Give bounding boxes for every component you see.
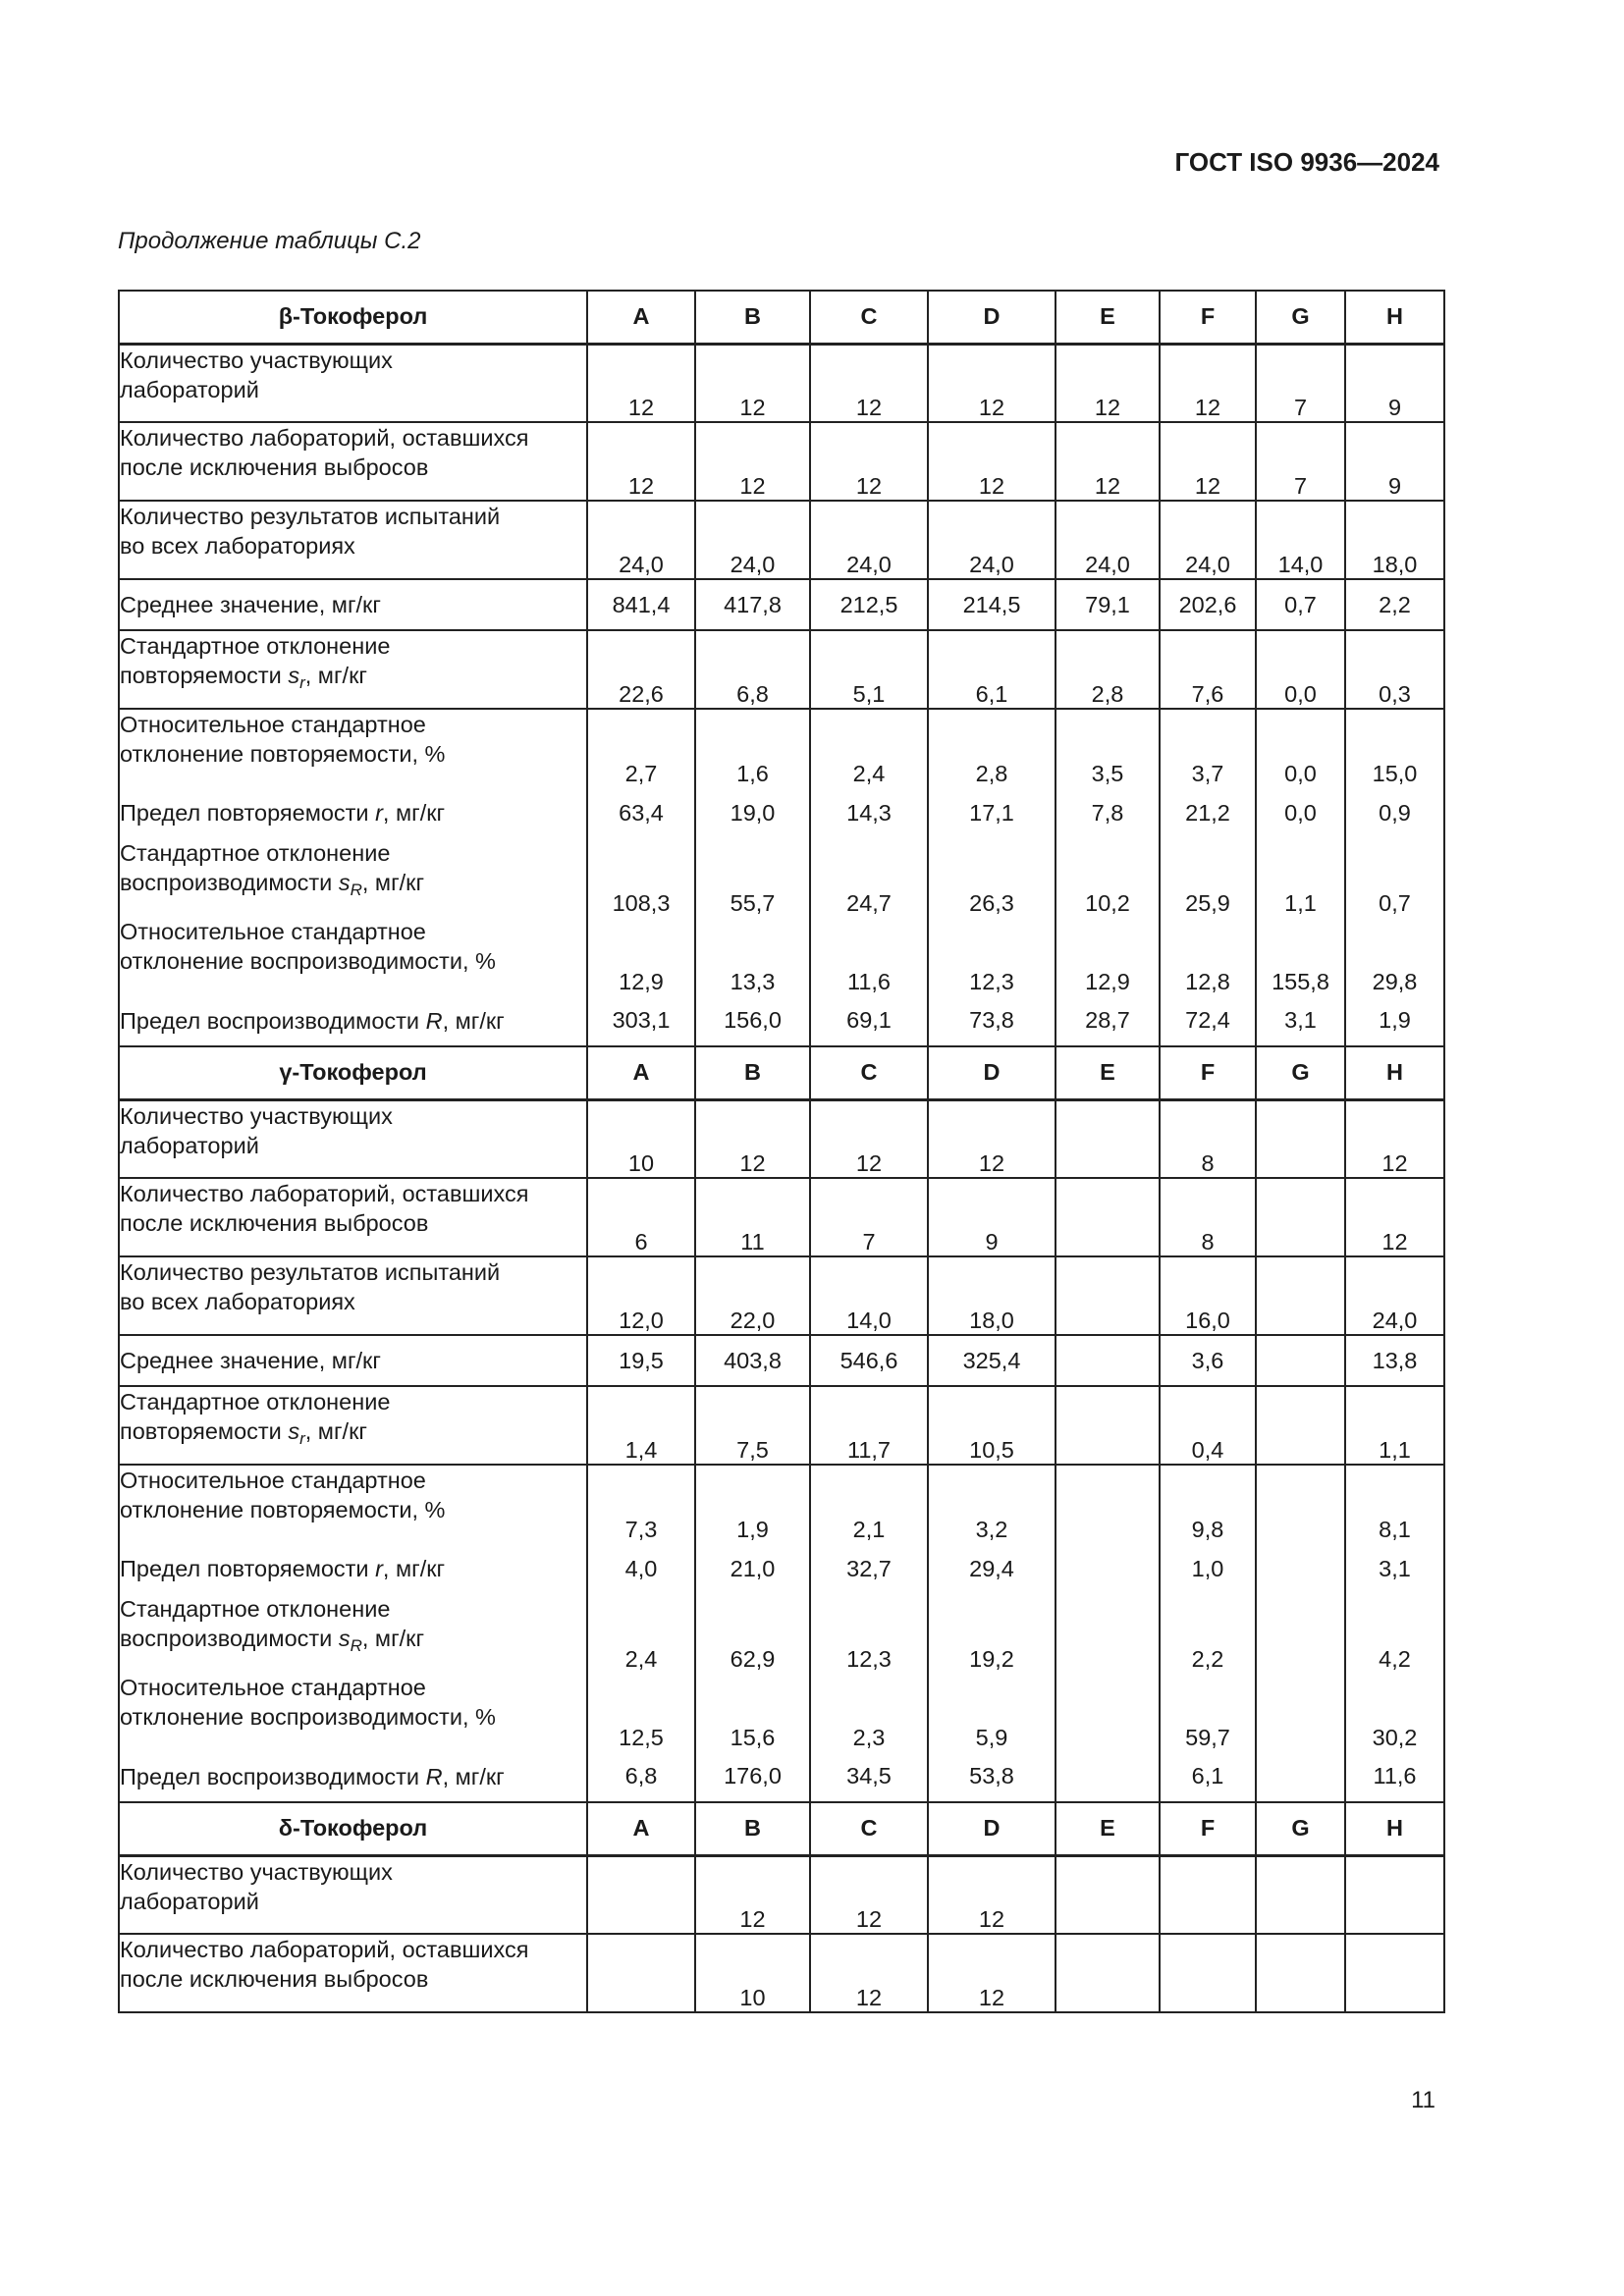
cell-value: 22,6 xyxy=(587,630,695,709)
document-standard-header: ГОСТ ISO 9936—2024 xyxy=(1174,147,1439,177)
cell-value xyxy=(587,1934,695,2012)
cell-value: 2,8 xyxy=(1056,630,1160,709)
cell-value: 3,2 xyxy=(928,1465,1056,1543)
cell-value: 546,6 xyxy=(810,1335,928,1386)
cell-value: 3,7 xyxy=(1160,709,1256,787)
table-row xyxy=(119,1386,1444,1465)
cell-value: 18,0 xyxy=(928,1256,1056,1335)
column-header: H xyxy=(1345,1802,1444,1855)
column-header: A xyxy=(587,291,695,344)
cell-value: 12 xyxy=(1345,1178,1444,1256)
cell-value: 0,7 xyxy=(1256,579,1345,630)
cell-value: 202,6 xyxy=(1160,579,1256,630)
cell-value: 12 xyxy=(928,1934,1056,2012)
column-header: D xyxy=(928,291,1056,344)
cell-value: 12 xyxy=(928,344,1056,422)
cell-value xyxy=(1056,1934,1160,2012)
cell-value: 5,9 xyxy=(928,1673,1056,1751)
column-header: C xyxy=(810,1046,928,1099)
cell-value: 1,9 xyxy=(1345,995,1444,1046)
table-row xyxy=(119,1594,1444,1673)
cell-value xyxy=(1056,1335,1160,1386)
column-header: B xyxy=(695,291,810,344)
cell-value: 79,1 xyxy=(1056,579,1160,630)
row-label: Относительное стандартное отклонение воспроизводимости, % xyxy=(119,1673,587,1751)
cell-value: 7,5 xyxy=(695,1386,810,1465)
cell-value: 7 xyxy=(1256,422,1345,501)
cell-value: 156,0 xyxy=(695,995,810,1046)
column-header: E xyxy=(1056,1046,1160,1099)
column-header: H xyxy=(1345,1046,1444,1099)
section-header-row xyxy=(119,1046,1444,1099)
column-header: C xyxy=(810,291,928,344)
cell-value: 15,6 xyxy=(695,1673,810,1751)
cell-value xyxy=(1256,1594,1345,1673)
column-header: H xyxy=(1345,291,1444,344)
row-label: Среднее значение, мг/кг xyxy=(119,1335,587,1386)
column-header: B xyxy=(695,1802,810,1855)
cell-value xyxy=(1256,1465,1345,1543)
cell-value: 6 xyxy=(587,1178,695,1256)
row-label: Предел воспроизводимости R, мг/кг xyxy=(119,995,587,1046)
cell-value: 12 xyxy=(928,1855,1056,1934)
cell-value: 10,2 xyxy=(1056,838,1160,917)
cell-value: 6,1 xyxy=(1160,1751,1256,1802)
table-row xyxy=(119,787,1444,838)
cell-value: 21,2 xyxy=(1160,787,1256,838)
cell-value: 12,5 xyxy=(587,1673,695,1751)
cell-value: 73,8 xyxy=(928,995,1056,1046)
cell-value: 0,0 xyxy=(1256,630,1345,709)
cell-value: 417,8 xyxy=(695,579,810,630)
section-title: γ-Токоферол xyxy=(119,1046,587,1099)
cell-value: 14,0 xyxy=(810,1256,928,1335)
row-label: Предел повторяемости r, мг/кг xyxy=(119,1543,587,1594)
cell-value: 11,7 xyxy=(810,1386,928,1465)
cell-value: 13,3 xyxy=(695,917,810,995)
cell-value: 0,0 xyxy=(1256,787,1345,838)
cell-value: 2,2 xyxy=(1345,579,1444,630)
cell-value: 24,0 xyxy=(810,501,928,579)
cell-value xyxy=(1256,1751,1345,1802)
table-row xyxy=(119,1178,1444,1256)
cell-value: 12 xyxy=(695,422,810,501)
column-header: G xyxy=(1256,1046,1345,1099)
cell-value: 7,6 xyxy=(1160,630,1256,709)
cell-value xyxy=(1056,1465,1160,1543)
cell-value: 2,7 xyxy=(587,709,695,787)
cell-value: 59,7 xyxy=(1160,1673,1256,1751)
row-label: Количество лабораторий, оставшихся после исключения выбросов xyxy=(119,422,587,501)
cell-value xyxy=(1056,1386,1160,1465)
cell-value: 2,8 xyxy=(928,709,1056,787)
cell-value: 4,0 xyxy=(587,1543,695,1594)
cell-value: 28,7 xyxy=(1056,995,1160,1046)
cell-value: 9 xyxy=(1345,344,1444,422)
cell-value: 7 xyxy=(810,1178,928,1256)
column-header: F xyxy=(1160,291,1256,344)
cell-value: 12 xyxy=(810,422,928,501)
cell-value xyxy=(1160,1934,1256,2012)
column-header: E xyxy=(1056,291,1160,344)
table-row xyxy=(119,709,1444,787)
cell-value: 403,8 xyxy=(695,1335,810,1386)
cell-value: 19,5 xyxy=(587,1335,695,1386)
cell-value: 12 xyxy=(1345,1099,1444,1178)
cell-value: 3,5 xyxy=(1056,709,1160,787)
column-header: E xyxy=(1056,1802,1160,1855)
section-header-row xyxy=(119,1802,1444,1855)
cell-value: 22,0 xyxy=(695,1256,810,1335)
cell-value xyxy=(1256,1855,1345,1934)
cell-value: 0,9 xyxy=(1345,787,1444,838)
cell-value xyxy=(1056,1673,1160,1751)
cell-value: 7 xyxy=(1256,344,1345,422)
cell-value: 9,8 xyxy=(1160,1465,1256,1543)
cell-value: 17,1 xyxy=(928,787,1056,838)
cell-value: 19,2 xyxy=(928,1594,1056,1673)
row-label: Среднее значение, мг/кг xyxy=(119,579,587,630)
cell-value: 11,6 xyxy=(1345,1751,1444,1802)
cell-value: 18,0 xyxy=(1345,501,1444,579)
cell-value: 1,0 xyxy=(1160,1543,1256,1594)
cell-value: 1,9 xyxy=(695,1465,810,1543)
cell-value: 12 xyxy=(1160,344,1256,422)
cell-value: 3,1 xyxy=(1256,995,1345,1046)
cell-value: 8,1 xyxy=(1345,1465,1444,1543)
cell-value: 12,0 xyxy=(587,1256,695,1335)
cell-value: 0,0 xyxy=(1256,709,1345,787)
table-row xyxy=(119,1256,1444,1335)
table-row xyxy=(119,1099,1444,1178)
row-label: Количество лабораторий, оставшихся после исключения выбросов xyxy=(119,1934,587,2012)
table-row xyxy=(119,630,1444,709)
cell-value: 72,4 xyxy=(1160,995,1256,1046)
cell-value: 29,4 xyxy=(928,1543,1056,1594)
cell-value: 26,3 xyxy=(928,838,1056,917)
row-label: Количество участвующих лабораторий xyxy=(119,1855,587,1934)
cell-value xyxy=(1160,1855,1256,1934)
cell-value xyxy=(1256,1386,1345,1465)
cell-value: 1,1 xyxy=(1345,1386,1444,1465)
cell-value: 10 xyxy=(587,1099,695,1178)
section-header-row xyxy=(119,291,1444,344)
cell-value: 12 xyxy=(928,422,1056,501)
cell-value xyxy=(1056,1543,1160,1594)
row-label: Относительное стандартное отклонение повторяемости, % xyxy=(119,709,587,787)
cell-value: 12 xyxy=(810,344,928,422)
cell-value: 11,6 xyxy=(810,917,928,995)
cell-value: 0,7 xyxy=(1345,838,1444,917)
cell-value: 3,6 xyxy=(1160,1335,1256,1386)
cell-value: 25,9 xyxy=(1160,838,1256,917)
cell-value: 1,1 xyxy=(1256,838,1345,917)
cell-value xyxy=(1256,1256,1345,1335)
row-label: Стандартное отклонение повторяемости $s_r$, мг/кг xyxy=(119,630,587,709)
table-caption: Продолжение таблицы С.2 xyxy=(118,228,421,254)
cell-value: 176,0 xyxy=(695,1751,810,1802)
cell-value: 12 xyxy=(928,1099,1056,1178)
row-label: Предел повторяемости r, мг/кг xyxy=(119,787,587,838)
cell-value: 2,1 xyxy=(810,1465,928,1543)
column-header: B xyxy=(695,1046,810,1099)
cell-value: 53,8 xyxy=(928,1751,1056,1802)
page-number: 11 xyxy=(1411,2087,1435,2113)
cell-value: 2,4 xyxy=(587,1594,695,1673)
row-label: Стандартное отклонение повторяемости $s_r$, мг/кг xyxy=(119,1386,587,1465)
cell-value xyxy=(1345,1855,1444,1934)
row-label: Количество участвующих лабораторий xyxy=(119,1099,587,1178)
cell-value: 12,9 xyxy=(1056,917,1160,995)
table-row xyxy=(119,1855,1444,1934)
cell-value: 24,0 xyxy=(1345,1256,1444,1335)
cell-value: 24,0 xyxy=(695,501,810,579)
cell-value: 12,8 xyxy=(1160,917,1256,995)
cell-value: 24,0 xyxy=(928,501,1056,579)
cell-value xyxy=(1056,1594,1160,1673)
cell-value: 12,9 xyxy=(587,917,695,995)
column-header: A xyxy=(587,1802,695,1855)
cell-value: 12 xyxy=(587,344,695,422)
cell-value: 2,3 xyxy=(810,1673,928,1751)
cell-value: 12 xyxy=(810,1934,928,2012)
cell-value: 8 xyxy=(1160,1178,1256,1256)
cell-value: 29,8 xyxy=(1345,917,1444,995)
row-label: Предел воспроизводимости R, мг/кг xyxy=(119,1751,587,1802)
cell-value xyxy=(1256,1099,1345,1178)
cell-value: 55,7 xyxy=(695,838,810,917)
cell-value: 3,1 xyxy=(1345,1543,1444,1594)
column-header: G xyxy=(1256,1802,1345,1855)
cell-value: 24,0 xyxy=(1056,501,1160,579)
cell-value: 12 xyxy=(695,1855,810,1934)
cell-value: 13,8 xyxy=(1345,1335,1444,1386)
column-header: C xyxy=(810,1802,928,1855)
cell-value xyxy=(1256,1335,1345,1386)
cell-value xyxy=(1056,1178,1160,1256)
cell-value: 12 xyxy=(1160,422,1256,501)
table-row xyxy=(119,1543,1444,1594)
cell-value: 6,1 xyxy=(928,630,1056,709)
cell-value: 15,0 xyxy=(1345,709,1444,787)
column-header: F xyxy=(1160,1046,1256,1099)
cell-value: 214,5 xyxy=(928,579,1056,630)
cell-value: 14,3 xyxy=(810,787,928,838)
table-row xyxy=(119,1751,1444,1802)
cell-value: 24,0 xyxy=(587,501,695,579)
cell-value: 1,4 xyxy=(587,1386,695,1465)
row-label: Относительное стандартное отклонение повторяемости, % xyxy=(119,1465,587,1543)
row-label: Количество результатов испытаний во всех лабораториях xyxy=(119,501,587,579)
cell-value: 12,3 xyxy=(928,917,1056,995)
cell-value: 11 xyxy=(695,1178,810,1256)
row-label: Количество результатов испытаний во всех лабораториях xyxy=(119,1256,587,1335)
table-row xyxy=(119,917,1444,995)
cell-value xyxy=(1056,1256,1160,1335)
cell-value: 2,4 xyxy=(810,709,928,787)
row-label: Количество лабораторий, оставшихся после исключения выбросов xyxy=(119,1178,587,1256)
cell-value: 24,0 xyxy=(1160,501,1256,579)
cell-value: 108,3 xyxy=(587,838,695,917)
cell-value: 63,4 xyxy=(587,787,695,838)
cell-value: 10,5 xyxy=(928,1386,1056,1465)
cell-value xyxy=(587,1855,695,1934)
cell-value: 62,9 xyxy=(695,1594,810,1673)
table-row xyxy=(119,995,1444,1046)
table-row xyxy=(119,344,1444,422)
cell-value: 12 xyxy=(695,1099,810,1178)
column-header: A xyxy=(587,1046,695,1099)
cell-value xyxy=(1256,1543,1345,1594)
cell-value: 14,0 xyxy=(1256,501,1345,579)
cell-value: 10 xyxy=(695,1934,810,2012)
cell-value: 16,0 xyxy=(1160,1256,1256,1335)
cell-value xyxy=(1256,1934,1345,2012)
cell-value: 30,2 xyxy=(1345,1673,1444,1751)
cell-value: 12 xyxy=(810,1855,928,1934)
cell-value: 155,8 xyxy=(1256,917,1345,995)
table-row xyxy=(119,838,1444,917)
cell-value: 2,2 xyxy=(1160,1594,1256,1673)
section-title: β-Токоферол xyxy=(119,291,587,344)
cell-value: 303,1 xyxy=(587,995,695,1046)
cell-value: 325,4 xyxy=(928,1335,1056,1386)
cell-value: 0,4 xyxy=(1160,1386,1256,1465)
cell-value: 21,0 xyxy=(695,1543,810,1594)
cell-value: 5,1 xyxy=(810,630,928,709)
row-label: Относительное стандартное отклонение воспроизводимости, % xyxy=(119,917,587,995)
table-row xyxy=(119,501,1444,579)
row-label: Стандартное отклонение воспроизводимости $s_R$, мг/кг xyxy=(119,1594,587,1673)
cell-value: 9 xyxy=(928,1178,1056,1256)
precision-data-table xyxy=(118,290,1445,2013)
cell-value xyxy=(1345,1934,1444,2012)
cell-value xyxy=(1056,1855,1160,1934)
column-header: G xyxy=(1256,291,1345,344)
cell-value: 6,8 xyxy=(587,1751,695,1802)
cell-value: 12 xyxy=(587,422,695,501)
column-header: D xyxy=(928,1046,1056,1099)
cell-value xyxy=(1056,1751,1160,1802)
table-row xyxy=(119,1673,1444,1751)
cell-value: 0,3 xyxy=(1345,630,1444,709)
cell-value: 9 xyxy=(1345,422,1444,501)
cell-value: 8 xyxy=(1160,1099,1256,1178)
cell-value: 12,3 xyxy=(810,1594,928,1673)
cell-value: 1,6 xyxy=(695,709,810,787)
cell-value: 12 xyxy=(1056,422,1160,501)
section-title: δ-Токоферол xyxy=(119,1802,587,1855)
cell-value: 7,8 xyxy=(1056,787,1160,838)
cell-value: 4,2 xyxy=(1345,1594,1444,1673)
cell-value xyxy=(1256,1673,1345,1751)
row-label: Стандартное отклонение воспроизводимости $s_R$, мг/кг xyxy=(119,838,587,917)
cell-value: 69,1 xyxy=(810,995,928,1046)
cell-value: 34,5 xyxy=(810,1751,928,1802)
cell-value xyxy=(1056,1099,1160,1178)
cell-value: 32,7 xyxy=(810,1543,928,1594)
cell-value: 12 xyxy=(810,1099,928,1178)
table-row xyxy=(119,1934,1444,2012)
row-label: Количество участвующих лабораторий xyxy=(119,344,587,422)
table-row xyxy=(119,1465,1444,1543)
cell-value: 19,0 xyxy=(695,787,810,838)
cell-value: 841,4 xyxy=(587,579,695,630)
cell-value: 6,8 xyxy=(695,630,810,709)
column-header: D xyxy=(928,1802,1056,1855)
cell-value: 12 xyxy=(1056,344,1160,422)
cell-value: 7,3 xyxy=(587,1465,695,1543)
table-row xyxy=(119,579,1444,630)
cell-value xyxy=(1256,1178,1345,1256)
column-header: F xyxy=(1160,1802,1256,1855)
table-row xyxy=(119,422,1444,501)
cell-value: 212,5 xyxy=(810,579,928,630)
table-row xyxy=(119,1335,1444,1386)
cell-value: 24,7 xyxy=(810,838,928,917)
cell-value: 12 xyxy=(695,344,810,422)
